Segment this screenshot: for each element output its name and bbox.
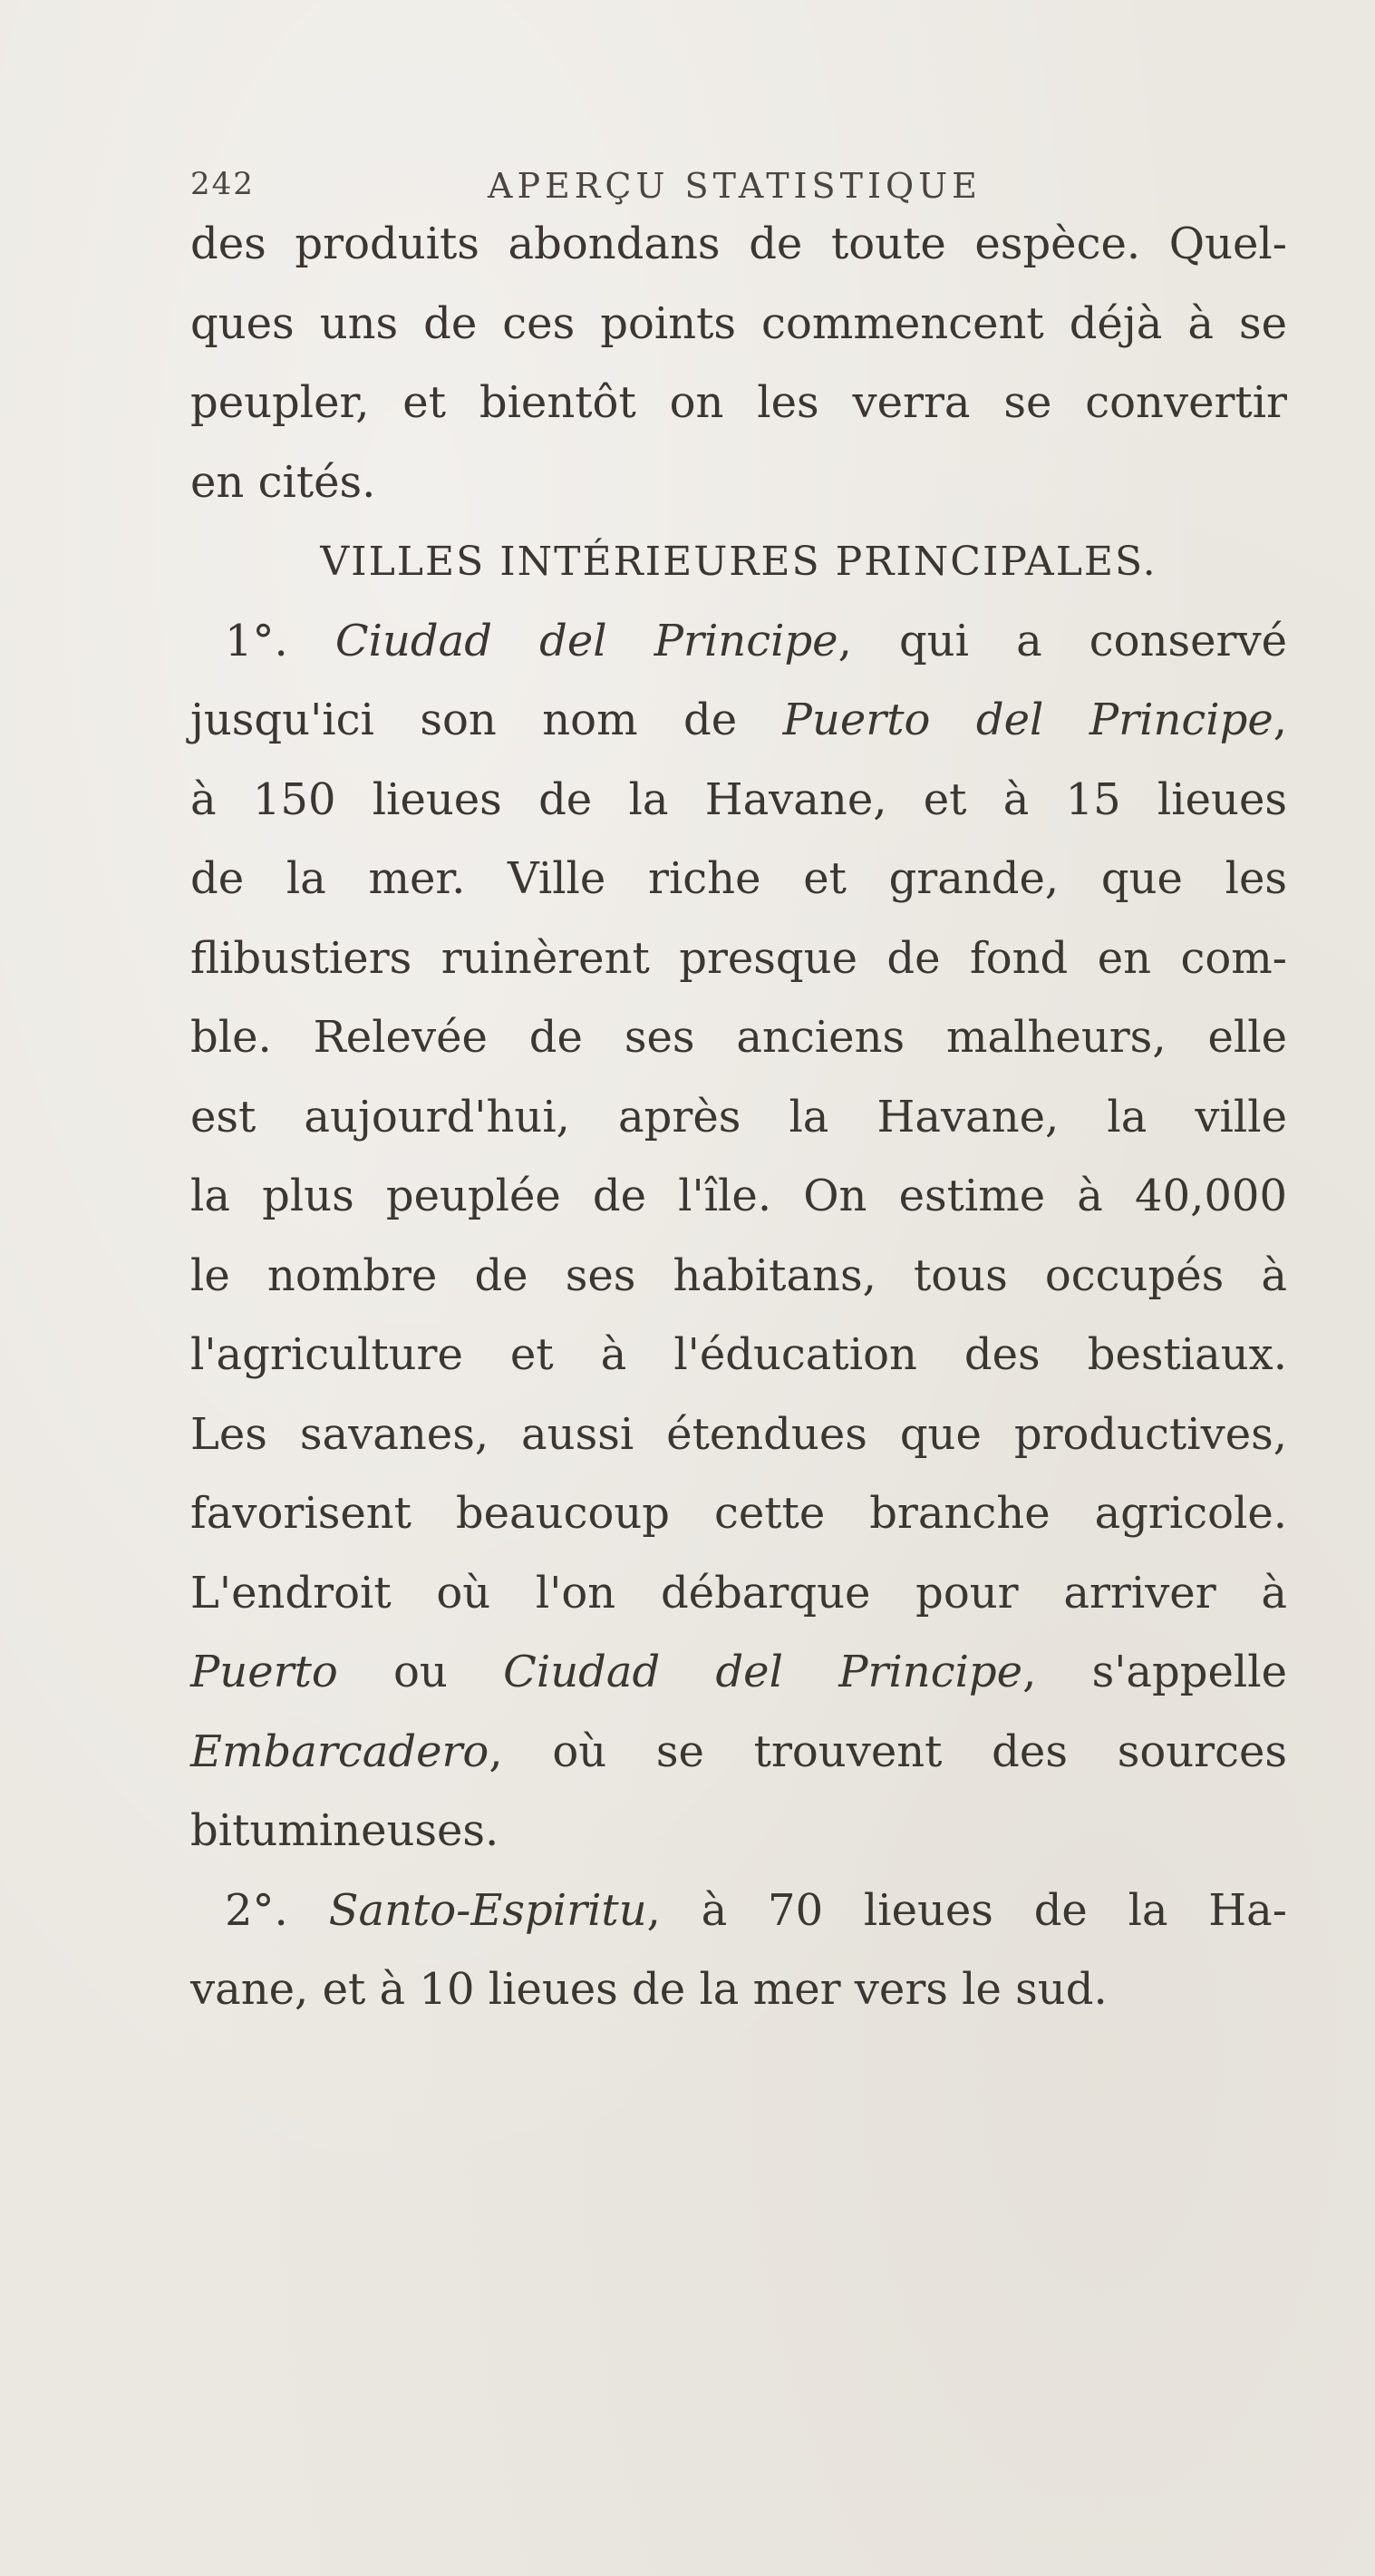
text-line: bitumineuses. <box>190 1805 499 1856</box>
page-number: 242 <box>190 166 255 202</box>
place-name: Ciudad del Principe <box>334 615 838 666</box>
text-line: le nombre de ses habitans, tous occupés à <box>190 1249 1287 1301</box>
text-line: est aujourd'hui, après la Havane, la ville <box>190 1091 1287 1142</box>
text-line: Les savanes, aussi étendues que productives, <box>190 1408 1287 1460</box>
text-line: flibustiers ruinèrent presque de fond en com- <box>190 932 1287 984</box>
place-name: Santo-Espiritu <box>328 1884 647 1936</box>
item-1-first-line: 1°. Ciudad del Principe, qui a conservé <box>225 615 1287 666</box>
text-line: jusqu'ici son nom de Puerto del Principe, <box>190 695 1287 745</box>
text-line: en cités. <box>190 456 376 508</box>
text-line: favorisent beaucoup cette branche agricole. <box>190 1488 1287 1539</box>
text-line: Embarcadero, où se trouvent des sources <box>190 1725 1287 1777</box>
text-line: des produits abondans de toute espèce. Quel- <box>190 219 1287 269</box>
text-line: de la mer. Ville riche et grande, que les <box>190 853 1287 904</box>
text-line: la plus peuplée de l'île. On estime à 40,000 <box>190 1171 1287 1221</box>
text-line: à 150 lieues de la Havane, et à 15 lieues <box>190 773 1287 825</box>
body-text <box>190 205 1287 2030</box>
section-heading: VILLES INTÉRIEURES PRINCIPALES. <box>320 539 1157 585</box>
item-2-first-line: 2°. Santo-Espiritu, à 70 lieues de la Ha- <box>225 1884 1287 1936</box>
place-name: Ciudad del Principe <box>503 1647 1023 1697</box>
running-title: APERÇU STATISTIQUE <box>488 166 982 206</box>
place-name: Puerto del Principe <box>782 695 1273 745</box>
item-number: 1°. <box>225 615 288 666</box>
text-line: ques uns de ces points commencent déjà à se <box>190 297 1287 349</box>
text-line: ble. Relevée de ses anciens malheurs, elle <box>190 1012 1287 1063</box>
text-line: l'agriculture et à l'éducation des bestiaux. <box>190 1329 1287 1380</box>
place-name: Embarcadero <box>190 1725 489 1777</box>
place-name: Puerto <box>190 1647 338 1697</box>
text-line: peupler, et bientôt on les verra se convertir <box>190 377 1287 428</box>
text-line: L'endroit où l'on débarque pour arriver à <box>190 1567 1287 1619</box>
text-line: vane, et à 10 lieues de la mer vers le sud. <box>190 1964 1108 2015</box>
item-number: 2°. <box>225 1884 288 1936</box>
text-line: Puerto ou Ciudad del Principe, s'appelle <box>190 1647 1288 1697</box>
